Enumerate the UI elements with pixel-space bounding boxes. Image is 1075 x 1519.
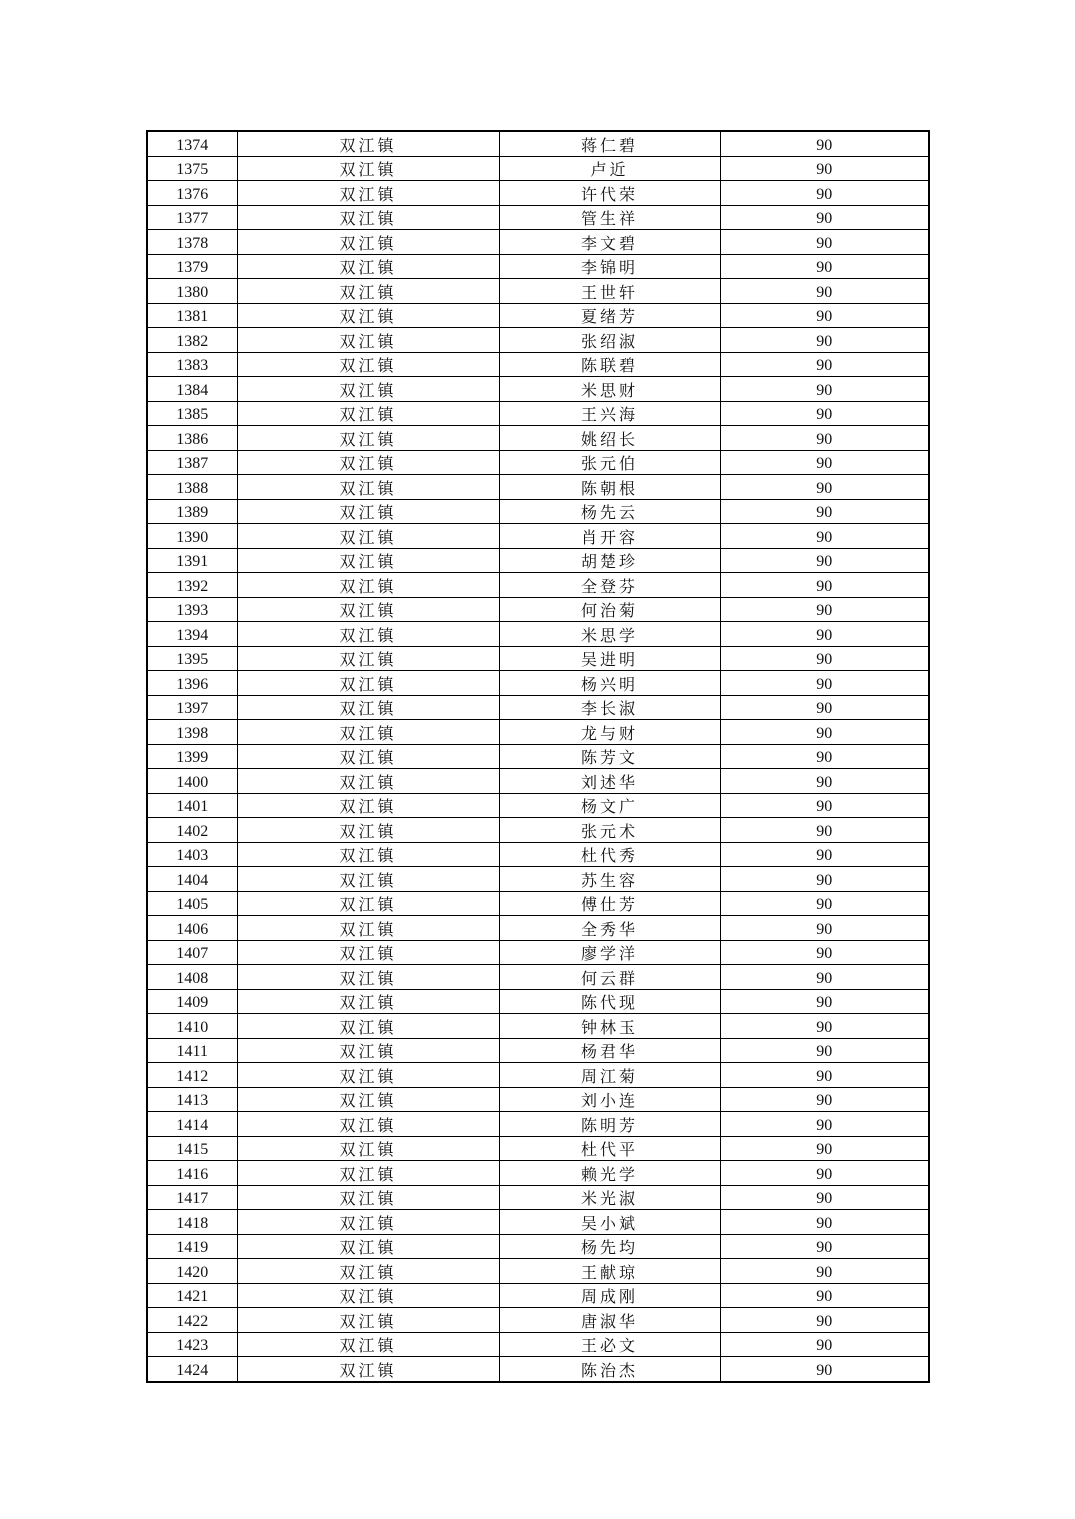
table-row <box>147 646 929 671</box>
table-row <box>147 989 929 1014</box>
person-name-cell: 张元伯 <box>499 450 720 475</box>
table-row <box>147 1136 929 1161</box>
town-cell: 双江镇 <box>237 597 499 622</box>
roster-table <box>146 130 930 1383</box>
town-cell: 双江镇 <box>237 671 499 696</box>
score-cell: 90 <box>720 671 929 696</box>
person-name-cell: 李长淑 <box>499 695 720 720</box>
town-cell: 双江镇 <box>237 156 499 181</box>
score-cell: 90 <box>720 622 929 647</box>
score-cell: 90 <box>720 1161 929 1186</box>
person-name-cell: 王献琼 <box>499 1259 720 1284</box>
table-row <box>147 499 929 524</box>
table-row <box>147 1234 929 1259</box>
row-number-cell: 1424 <box>147 1357 237 1382</box>
row-number-cell: 1387 <box>147 450 237 475</box>
town-cell: 双江镇 <box>237 401 499 426</box>
table-row <box>147 1332 929 1357</box>
table-row <box>147 1112 929 1137</box>
person-name-cell: 蒋仁碧 <box>499 131 720 156</box>
score-cell: 90 <box>720 1087 929 1112</box>
town-cell: 双江镇 <box>237 1185 499 1210</box>
person-name-cell: 王兴海 <box>499 401 720 426</box>
town-cell: 双江镇 <box>237 524 499 549</box>
score-cell: 90 <box>720 867 929 892</box>
town-cell: 双江镇 <box>237 352 499 377</box>
row-number-cell: 1415 <box>147 1136 237 1161</box>
town-cell: 双江镇 <box>237 1014 499 1039</box>
town-cell: 双江镇 <box>237 573 499 598</box>
row-number-cell: 1393 <box>147 597 237 622</box>
table-row <box>147 181 929 206</box>
town-cell: 双江镇 <box>237 475 499 500</box>
town-cell: 双江镇 <box>237 1259 499 1284</box>
row-number-cell: 1374 <box>147 131 237 156</box>
row-number-cell: 1414 <box>147 1112 237 1137</box>
row-number-cell: 1418 <box>147 1210 237 1235</box>
table-row <box>147 230 929 255</box>
person-name-cell: 李文碧 <box>499 230 720 255</box>
person-name-cell: 肖开容 <box>499 524 720 549</box>
table-row <box>147 156 929 181</box>
table-row <box>147 965 929 990</box>
row-number-cell: 1392 <box>147 573 237 598</box>
table-row <box>147 1038 929 1063</box>
town-cell: 双江镇 <box>237 1161 499 1186</box>
score-cell: 90 <box>720 1234 929 1259</box>
table-row <box>147 1185 929 1210</box>
table-row <box>147 1161 929 1186</box>
score-cell: 90 <box>720 548 929 573</box>
person-name-cell: 王必文 <box>499 1332 720 1357</box>
row-number-cell: 1407 <box>147 940 237 965</box>
table-row <box>147 524 929 549</box>
person-name-cell: 全秀华 <box>499 916 720 941</box>
town-cell: 双江镇 <box>237 744 499 769</box>
person-name-cell: 钟林玉 <box>499 1014 720 1039</box>
person-name-cell: 陈芳文 <box>499 744 720 769</box>
score-cell: 90 <box>720 1308 929 1333</box>
town-cell: 双江镇 <box>237 548 499 573</box>
person-name-cell: 陈代现 <box>499 989 720 1014</box>
table-row <box>147 131 929 156</box>
table-row <box>147 769 929 794</box>
table-row <box>147 1357 929 1382</box>
person-name-cell: 何云群 <box>499 965 720 990</box>
row-number-cell: 1405 <box>147 891 237 916</box>
person-name-cell: 王世轩 <box>499 279 720 304</box>
score-cell: 90 <box>720 475 929 500</box>
score-cell: 90 <box>720 940 929 965</box>
town-cell: 双江镇 <box>237 205 499 230</box>
table-row <box>147 940 929 965</box>
town-cell: 双江镇 <box>237 1357 499 1382</box>
person-name-cell: 管生祥 <box>499 205 720 230</box>
score-cell: 90 <box>720 254 929 279</box>
table-row <box>147 916 929 941</box>
score-cell: 90 <box>720 695 929 720</box>
person-name-cell: 赖光学 <box>499 1161 720 1186</box>
row-number-cell: 1394 <box>147 622 237 647</box>
table-row <box>147 842 929 867</box>
town-cell: 双江镇 <box>237 818 499 843</box>
row-number-cell: 1376 <box>147 181 237 206</box>
person-name-cell: 何治菊 <box>499 597 720 622</box>
row-number-cell: 1397 <box>147 695 237 720</box>
table-row <box>147 744 929 769</box>
row-number-cell: 1422 <box>147 1308 237 1333</box>
person-name-cell: 傅仕芳 <box>499 891 720 916</box>
person-name-cell: 全登芬 <box>499 573 720 598</box>
score-cell: 90 <box>720 181 929 206</box>
row-number-cell: 1400 <box>147 769 237 794</box>
person-name-cell: 周成刚 <box>499 1283 720 1308</box>
row-number-cell: 1411 <box>147 1038 237 1063</box>
roster-table-body <box>147 131 929 1382</box>
row-number-cell: 1377 <box>147 205 237 230</box>
person-name-cell: 杨先均 <box>499 1234 720 1259</box>
score-cell: 90 <box>720 573 929 598</box>
score-cell: 90 <box>720 1136 929 1161</box>
score-cell: 90 <box>720 131 929 156</box>
row-number-cell: 1409 <box>147 989 237 1014</box>
score-cell: 90 <box>720 1357 929 1382</box>
score-cell: 90 <box>720 818 929 843</box>
table-row <box>147 1063 929 1088</box>
person-name-cell: 唐淑华 <box>499 1308 720 1333</box>
table-row <box>147 279 929 304</box>
town-cell: 双江镇 <box>237 1332 499 1357</box>
person-name-cell: 夏绪芳 <box>499 303 720 328</box>
row-number-cell: 1381 <box>147 303 237 328</box>
table-row <box>147 548 929 573</box>
town-cell: 双江镇 <box>237 303 499 328</box>
table-row <box>147 695 929 720</box>
score-cell: 90 <box>720 401 929 426</box>
score-cell: 90 <box>720 891 929 916</box>
town-cell: 双江镇 <box>237 1283 499 1308</box>
table-row <box>147 891 929 916</box>
row-number-cell: 1379 <box>147 254 237 279</box>
table-row <box>147 303 929 328</box>
town-cell: 双江镇 <box>237 450 499 475</box>
town-cell: 双江镇 <box>237 965 499 990</box>
row-number-cell: 1398 <box>147 720 237 745</box>
town-cell: 双江镇 <box>237 254 499 279</box>
person-name-cell: 杨文广 <box>499 793 720 818</box>
town-cell: 双江镇 <box>237 867 499 892</box>
score-cell: 90 <box>720 1283 929 1308</box>
score-cell: 90 <box>720 793 929 818</box>
row-number-cell: 1404 <box>147 867 237 892</box>
town-cell: 双江镇 <box>237 769 499 794</box>
score-cell: 90 <box>720 279 929 304</box>
row-number-cell: 1384 <box>147 377 237 402</box>
score-cell: 90 <box>720 744 929 769</box>
table-row <box>147 597 929 622</box>
person-name-cell: 刘述华 <box>499 769 720 794</box>
person-name-cell: 米思学 <box>499 622 720 647</box>
table-row <box>147 671 929 696</box>
person-name-cell: 廖学洋 <box>499 940 720 965</box>
row-number-cell: 1419 <box>147 1234 237 1259</box>
row-number-cell: 1395 <box>147 646 237 671</box>
town-cell: 双江镇 <box>237 1038 499 1063</box>
row-number-cell: 1403 <box>147 842 237 867</box>
score-cell: 90 <box>720 1014 929 1039</box>
table-row <box>147 352 929 377</box>
town-cell: 双江镇 <box>237 1210 499 1235</box>
table-row <box>147 1283 929 1308</box>
person-name-cell: 苏生容 <box>499 867 720 892</box>
person-name-cell: 刘小连 <box>499 1087 720 1112</box>
person-name-cell: 张绍淑 <box>499 328 720 353</box>
town-cell: 双江镇 <box>237 1063 499 1088</box>
town-cell: 双江镇 <box>237 646 499 671</box>
score-cell: 90 <box>720 1063 929 1088</box>
score-cell: 90 <box>720 1332 929 1357</box>
score-cell: 90 <box>720 205 929 230</box>
score-cell: 90 <box>720 328 929 353</box>
row-number-cell: 1382 <box>147 328 237 353</box>
row-number-cell: 1383 <box>147 352 237 377</box>
person-name-cell: 吴小斌 <box>499 1210 720 1235</box>
table-row <box>147 475 929 500</box>
town-cell: 双江镇 <box>237 279 499 304</box>
person-name-cell: 吴进明 <box>499 646 720 671</box>
row-number-cell: 1378 <box>147 230 237 255</box>
row-number-cell: 1402 <box>147 818 237 843</box>
row-number-cell: 1375 <box>147 156 237 181</box>
town-cell: 双江镇 <box>237 1087 499 1112</box>
person-name-cell: 米思财 <box>499 377 720 402</box>
person-name-cell: 张元术 <box>499 818 720 843</box>
person-name-cell: 姚绍长 <box>499 426 720 451</box>
person-name-cell: 杜代秀 <box>499 842 720 867</box>
score-cell: 90 <box>720 1259 929 1284</box>
score-cell: 90 <box>720 989 929 1014</box>
score-cell: 90 <box>720 156 929 181</box>
score-cell: 90 <box>720 916 929 941</box>
town-cell: 双江镇 <box>237 1234 499 1259</box>
row-number-cell: 1390 <box>147 524 237 549</box>
table-row <box>147 793 929 818</box>
town-cell: 双江镇 <box>237 181 499 206</box>
person-name-cell: 杨兴明 <box>499 671 720 696</box>
table-row <box>147 426 929 451</box>
table-row <box>147 1014 929 1039</box>
row-number-cell: 1389 <box>147 499 237 524</box>
score-cell: 90 <box>720 646 929 671</box>
town-cell: 双江镇 <box>237 842 499 867</box>
score-cell: 90 <box>720 426 929 451</box>
row-number-cell: 1386 <box>147 426 237 451</box>
table-row <box>147 867 929 892</box>
table-row <box>147 622 929 647</box>
table-row <box>147 818 929 843</box>
row-number-cell: 1399 <box>147 744 237 769</box>
table-row <box>147 377 929 402</box>
town-cell: 双江镇 <box>237 695 499 720</box>
row-number-cell: 1412 <box>147 1063 237 1088</box>
person-name-cell: 龙与财 <box>499 720 720 745</box>
town-cell: 双江镇 <box>237 377 499 402</box>
score-cell: 90 <box>720 524 929 549</box>
town-cell: 双江镇 <box>237 230 499 255</box>
row-number-cell: 1406 <box>147 916 237 941</box>
row-number-cell: 1420 <box>147 1259 237 1284</box>
row-number-cell: 1417 <box>147 1185 237 1210</box>
row-number-cell: 1421 <box>147 1283 237 1308</box>
person-name-cell: 周江菊 <box>499 1063 720 1088</box>
table-row <box>147 1210 929 1235</box>
town-cell: 双江镇 <box>237 328 499 353</box>
town-cell: 双江镇 <box>237 1308 499 1333</box>
person-name-cell: 陈明芳 <box>499 1112 720 1137</box>
town-cell: 双江镇 <box>237 1112 499 1137</box>
score-cell: 90 <box>720 1112 929 1137</box>
score-cell: 90 <box>720 842 929 867</box>
score-cell: 90 <box>720 720 929 745</box>
town-cell: 双江镇 <box>237 940 499 965</box>
score-cell: 90 <box>720 352 929 377</box>
score-cell: 90 <box>720 1038 929 1063</box>
town-cell: 双江镇 <box>237 499 499 524</box>
score-cell: 90 <box>720 769 929 794</box>
row-number-cell: 1423 <box>147 1332 237 1357</box>
table-row <box>147 254 929 279</box>
table-row <box>147 401 929 426</box>
table-row <box>147 328 929 353</box>
town-cell: 双江镇 <box>237 720 499 745</box>
table-row <box>147 205 929 230</box>
score-cell: 90 <box>720 1210 929 1235</box>
person-name-cell: 杨先云 <box>499 499 720 524</box>
row-number-cell: 1401 <box>147 793 237 818</box>
town-cell: 双江镇 <box>237 891 499 916</box>
score-cell: 90 <box>720 303 929 328</box>
row-number-cell: 1385 <box>147 401 237 426</box>
row-number-cell: 1410 <box>147 1014 237 1039</box>
score-cell: 90 <box>720 377 929 402</box>
person-name-cell: 胡楚珍 <box>499 548 720 573</box>
score-cell: 90 <box>720 1185 929 1210</box>
score-cell: 90 <box>720 597 929 622</box>
person-name-cell: 杜代平 <box>499 1136 720 1161</box>
town-cell: 双江镇 <box>237 131 499 156</box>
town-cell: 双江镇 <box>237 916 499 941</box>
row-number-cell: 1413 <box>147 1087 237 1112</box>
row-number-cell: 1416 <box>147 1161 237 1186</box>
town-cell: 双江镇 <box>237 989 499 1014</box>
score-cell: 90 <box>720 450 929 475</box>
row-number-cell: 1388 <box>147 475 237 500</box>
town-cell: 双江镇 <box>237 793 499 818</box>
table-row <box>147 1308 929 1333</box>
score-cell: 90 <box>720 230 929 255</box>
person-name-cell: 卢近 <box>499 156 720 181</box>
person-name-cell: 杨君华 <box>499 1038 720 1063</box>
person-name-cell: 陈朝根 <box>499 475 720 500</box>
person-name-cell: 陈治杰 <box>499 1357 720 1382</box>
row-number-cell: 1408 <box>147 965 237 990</box>
table-row <box>147 450 929 475</box>
table-row <box>147 1087 929 1112</box>
person-name-cell: 陈联碧 <box>499 352 720 377</box>
row-number-cell: 1391 <box>147 548 237 573</box>
score-cell: 90 <box>720 965 929 990</box>
table-row <box>147 1259 929 1284</box>
town-cell: 双江镇 <box>237 426 499 451</box>
row-number-cell: 1380 <box>147 279 237 304</box>
table-row <box>147 720 929 745</box>
row-number-cell: 1396 <box>147 671 237 696</box>
person-name-cell: 李锦明 <box>499 254 720 279</box>
score-cell: 90 <box>720 499 929 524</box>
town-cell: 双江镇 <box>237 1136 499 1161</box>
table-row <box>147 573 929 598</box>
person-name-cell: 许代荣 <box>499 181 720 206</box>
person-name-cell: 米光淑 <box>499 1185 720 1210</box>
town-cell: 双江镇 <box>237 622 499 647</box>
